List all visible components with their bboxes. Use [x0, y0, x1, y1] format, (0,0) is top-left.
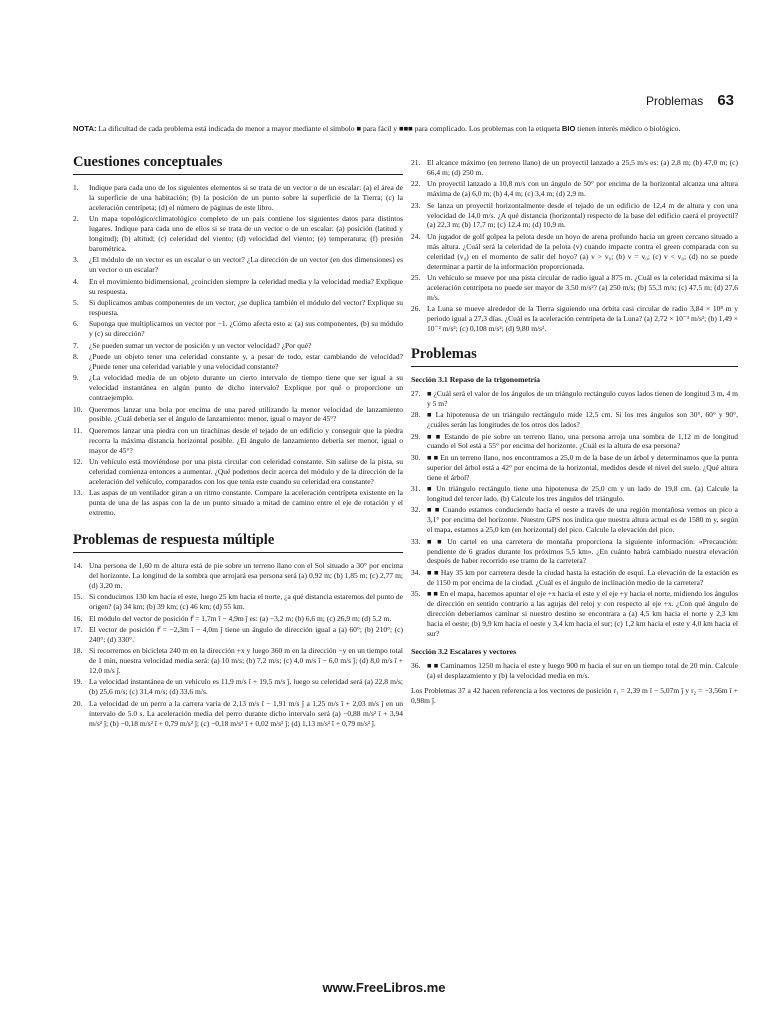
problem-text: ■ Un triángulo rectángulo tiene una hipotenusa de 25,0 cm y un lado de 19,8 cm. (a) Calcule la longitud del tercer lado. (b) Calcule los tres ángulos del triángulo.: [427, 484, 738, 503]
problem-number: 31.: [411, 484, 421, 494]
problem-item: [411, 304, 738, 334]
problem-item: [411, 453, 738, 483]
problem-text: ¿Puede un objeto tener una celeridad constante y, a pesar de todo, estar cambiando de velocidad? ¿Puede tener una celeridad variable y una velocidad constante?: [89, 352, 403, 371]
problem-item: [73, 405, 403, 425]
problem-item: [73, 699, 403, 729]
problem-item: [73, 298, 403, 318]
problem-number: 34.: [411, 567, 421, 577]
problem-number: 11.: [73, 425, 83, 435]
problem-number: 36.: [411, 660, 421, 670]
problem-text: ¿El módulo de un vector es un escalar o un vector? ¿La dirección de un vector (en dos dimensiones) es un vector o un escalar?: [89, 255, 403, 275]
running-head: Problemas: [645, 94, 704, 108]
note-text: La dificultad de cada problema está indicada de menor a mayor mediante el símbolo ■ para fácil y ■■■ para complicado. Los problemas con la etiqueta: [96, 124, 562, 133]
conceptual-questions-heading: Cuestiones conceptuales: [73, 154, 403, 175]
problem-text: ■ ■ En un terreno llano, nos encontramos a 25,0 m de la base de un árbol y determinamos que la punta superior del árbol está a 42° por encima de la horizontal, medidos desde el nivel del suelo. ¿Qué altura tiene el árbol?: [427, 452, 738, 482]
problem-item: [411, 589, 738, 639]
problem-number: 25.: [411, 272, 421, 282]
section-3-2-heading: Sección 3.2 Escalares y vectores: [411, 646, 517, 656]
bio-label: BIO: [561, 124, 576, 133]
problem-item: [411, 568, 738, 588]
difficulty-note: [73, 124, 737, 134]
problem-text: Un vehículo está moviéndose por una pista circular con celeridad constante. Sin salirse de la pista, su celeridad comienza entonces a aumentar. ¿Qué podemos decir acerca del módulo y de la dirección de la aceleración del vehículo, comparados con los que tenía este cuando su celeridad era constante?: [89, 457, 403, 486]
problem-text: En el movimiento bidimensional, ¿coinciden siempre la celeridad media y la velocidad media? Explique su respuesta.: [89, 276, 403, 296]
problem-number: 20.: [73, 698, 83, 708]
problem-item: [411, 661, 738, 681]
problem-text: La velocidad de un perro a la carrera varía de 2,13 m/s î − 1,91 m/s ĵ a 1,25 m/s î + 2,03 m/s ĵ en un intervalo de 5.0 s. La aceleración media del perro durante dicho intervalo será (a) −0,88 m/s² î + 3,94 m/s² ĵ; (b) −0,18 m/s² î + 0,79 m/s² ĵ; (c) −0,18 m/s² î + 0,02 m/s² ĵ; (d) 1,13 m/s² î + 0,79 m/s² ĵ.: [89, 698, 403, 728]
section-3-1-list: [411, 389, 738, 639]
problem-item: [73, 614, 403, 624]
problem-number: 18.: [73, 646, 83, 656]
problem-number: 3.: [73, 255, 79, 265]
problem-text: ■ ■ Estando de pie sobre un terreno llano, una persona arroja una sombra de 1,12 m de longitud cuando el Sol está a 55° por encima del horizonte. ¿Cuál es la altura de esa persona?: [427, 431, 738, 451]
problem-item: [73, 677, 403, 697]
problem-text: Un vehículo se mueve por una pista circular de radio igual a 875 m. ¿Cuál es la celeridad máxima si la aceleración centrípeta no puede ser mayor de 3,50 m/s²? (a) 250 m/s; (b) 55,3 m/s; (c) 47,5 m; (d) 27,6 m/s.: [427, 272, 738, 302]
problem-number: 14.: [73, 561, 83, 570]
problem-item: [411, 410, 738, 430]
left-column: [73, 148, 403, 730]
problem-number: 32.: [411, 505, 421, 515]
problem-text: Un proyectil lanzado a 10,8 m/s con un ángulo de 50° por encima de la horizontal alcanza una altura máxima de (a) 6,0 m; (b) 4,4 m; (c) 3,4 m; (d) 2,9 m.: [427, 179, 738, 199]
right-column: [411, 158, 738, 706]
problem-number: 9.: [73, 373, 79, 383]
problem-number: 16.: [73, 613, 83, 623]
problem-text: Si conducimos 130 km hacia el este, luego 25 km hacia el norte, ¿a qué distancia estaremos del punto de origen? (a) 34 km; (b) 39 km; (c) 46 km; (d) 55 km.: [89, 592, 403, 612]
problem-text: Indique para cada uno de los siguientes elementos si se trata de un vector o de un escalar: (a) el área de la superficie de una habitación; (b) la posición de un punto sobre la superficie de la Tierra; (c) la aceleración centrípeta; (d) el número de páginas de este libro.: [89, 183, 403, 212]
problem-item: [411, 179, 738, 199]
problem-number: 35.: [411, 589, 421, 599]
multiple-choice-list: [73, 561, 403, 729]
problem-item: [411, 505, 738, 535]
problem-text: ■ ■ Hay 35 km por carretera desde la ciudad hasta la estación de esquí. La elevación de la estación es de 1150 m por encima de la ciudad. ¿Cuál es el ángulo de inclinación medio de la carretera?: [427, 567, 738, 587]
problems-37-42-intro: Los Problemas 37 a 42 hacen referencia a los vectores de posición r₁ = 2,39 m î − 5,07m ĵ y r₂ = −3,56m î + 0,98m ĵ.: [411, 686, 738, 706]
problem-item: [73, 373, 403, 403]
problem-item: [73, 457, 403, 487]
problem-item: [411, 484, 738, 504]
problem-number: 5.: [73, 297, 79, 307]
problem-text: Un jugador de golf golpea la pelota desde un hoyo de arena profundo hacia un green cercano situado a más altura. ¿Cuál será la celeridad de la pelota (v) cuando impacte contra el green comparada con su celeridad (v₀) en el momento de salir del hoyo? (a) v > v₀; (b) v = v₀; (c) v < v₀; (d) no se puede determinar a partir de la información proporcionada.: [427, 231, 738, 271]
problem-number: 22.: [411, 179, 421, 189]
problem-text: El módulo del vector de posición r⃗ = 1,7m î − 4,9m ĵ es: (a) −3,2 m; (b) 6,6 m; (c) 26,9 m; (d) 5,2 m.: [89, 613, 392, 623]
problem-text: Queremos lanzar una piedra con un tirachinas desde el tejado de un edificio y conseguir que la piedra recorra la máxima distancia horizontal posible. ¿El ángulo de lanzamiento debería ser menor, igual o mayor de 45°?: [89, 425, 403, 455]
problem-item: [411, 232, 738, 272]
note-tail: tienen interés médico o biológico.: [575, 124, 681, 133]
page-header: [646, 92, 734, 109]
problem-text: ■ ■ En el mapa, hacemos apuntar el eje +x hacia el este y el eje +y hacia el norte, midiendo los ángulos de dirección en sentido contrario a las agujas del reloj y con respecto al eje +x. ¿Con qué ángulo de dirección deberíamos caminar si nuestro destino se encontrara a (a) 4,5 km hacia el norte y 2,3 km hacia el oeste; (b) 9,9 km hacia el oeste y 3,4 km hacia el sur; (c) 1,2 km hacia el este y 4,0 km hacia el sur?: [427, 589, 738, 638]
conceptual-questions-list: [73, 183, 403, 518]
problem-item: [411, 158, 738, 178]
multiple-choice-list-continued: [411, 158, 738, 334]
problem-text: Se lanza un proyectil horizontalmente desde el tejado de un edificio de 12,4 m de altura y con una velocidad de 14,0 m/s. ¿A qué distancia (horizontal) respecto de la base del edificio caerá el proyectil? (a) 22,3 m; (b) 17,7 m; (c) 12,4 m; (d) 10,9 m.: [427, 200, 738, 230]
note-label: NOTA:: [73, 124, 97, 133]
problem-item: [73, 183, 403, 213]
problem-item: [73, 592, 403, 612]
problem-text: Si recorremos en bicicleta 240 m en la dirección +x y luego 360 m en la dirección −y en un tiempo total de 1 min, nuestra velocidad media será: (a) 10 m/s; (b) 7,2 m/s; (c) 4,0 m/s î − 6,0 m/s ĵ; (d) 8,0 m/s î + 12,0 m/s ĵ.: [89, 646, 403, 676]
problem-number: 10.: [73, 404, 83, 414]
problem-text: ■ ■ Cuando estamos conduciendo hacia el oeste a través de una región montañosa vemos un pico a 3,1° por encima del horizonte. Nuestro GPS nos indica que nuestra altura actual es de 1580 m y, según el mapa, estamos a 25,0 km (en horizontal) del pico. Calcule la elevación del pico.: [427, 505, 738, 535]
problem-number: 19.: [73, 677, 83, 687]
footer-url: www.FreeLibros.me: [322, 980, 446, 995]
problem-text: Suponga que multiplicamos un vector por −1. ¿Cómo afecta esto a: (a) sus componentes, (b) su módulo y (c) su dirección?: [89, 319, 403, 339]
problem-item: [73, 319, 403, 339]
problem-number: 1.: [73, 183, 79, 192]
section-3-2-list: [411, 661, 738, 681]
problem-text: La Luna se mueve alrededor de la Tierra siguiendo una órbita casi circular de radio 3,84 × 10⁸ m y periodo igual a 27,3 días. ¿Cuál es la aceleración centrípeta de la Luna? (a) 2,72 × 10⁻³ m/s²; (b) 1,49 × 10⁻² m/s²; (c) 0,108 m/s²; (d) 9,80 m/s².: [427, 304, 738, 333]
problem-item: [73, 277, 403, 297]
problem-number: 33.: [411, 536, 421, 546]
problem-item: [411, 201, 738, 231]
problem-text: Las aspas de un ventilador giran a un ritmo constante. Compare la aceleración centrípeta existente en la punta de una de las aspas con la de un punto situado a mitad de camino entre el eje de rotación y el extremo.: [89, 488, 403, 518]
problem-number: 15.: [73, 592, 83, 602]
problem-number: 23.: [411, 200, 421, 210]
problem-text: ■ La hipotenusa de un triángulo rectángulo mide 12,5 cm. Si los tres ángulos son 30°, 60° y 90°, ¿cuáles serán las longitudes de los otros dos lados?: [427, 410, 738, 430]
problem-text: Un mapa topológico/climatológico completo de un país contiene los siguientes datos para distintos lugares. Indique para cada uno de ellos si se trata de un vector o de un escalar: (a) posición (latitud y longitud); (b) altitud; (c) celeridad del viento; (d) velocidad del viento; (e) temperatura; (f) presión barométrica.: [89, 214, 403, 253]
problem-text: Queremos lanzar una bola por encima de una pared utilizando la menor velocidad de lanzamiento posible. ¿Cuál debería ser el ángulo de lanzamiento: menor, igual o mayor de 45°?: [89, 404, 403, 424]
problem-number: 12.: [73, 457, 83, 467]
problem-text: ■ ■ Caminamos 1250 m hacia el este y luego 900 m hacia el sur en un tiempo total de 20 min. Calcule (a) el desplazamiento y (b) la velocidad media en m/s.: [427, 660, 738, 680]
problem-item: [73, 352, 403, 372]
problem-text: ¿La velocidad media de un objeto durante un cierto intervalo de tiempo tiene que ser igual a su velocidad instantánea en algún punto de dicho intervalo? Explique por qué o proporcione un contraejemplo.: [89, 373, 403, 403]
problem-number: 2.: [73, 214, 79, 224]
problem-item: [73, 625, 403, 645]
problem-text: ■ ¿Cuál será el valor de los ángulos de un triángulo rectángulo cuyos lados tienen de longitud 3 m, 4 m y 5 m?: [427, 388, 738, 408]
problem-item: [411, 432, 738, 452]
problem-text: El vector de posición r⃗ = −2,3m î − 4,0m ĵ tiene un ángulo de dirección igual a (a) 60°; (b) 210°; (c) 240°; (d) 330°.: [89, 624, 403, 644]
problem-number: 8.: [73, 352, 79, 361]
problem-text: ■ ■ Un cartel en una carretera de montaña proporciona la siguiente información: «Precaución: pendiente de 6 grados durante los próximos 5,5 km». ¿En cuánto habrá cambiado nuestra elevación después de haber recorrido ese tramo de la carretera?: [427, 536, 738, 566]
problem-number: 21.: [411, 158, 421, 167]
problem-item: [73, 214, 403, 254]
problem-item: [73, 426, 403, 456]
section-3-1-heading: Sección 3.1 Repaso de la trigonometría: [411, 374, 541, 384]
problem-number: 24.: [411, 231, 421, 241]
problem-number: 13.: [73, 488, 83, 498]
problem-item: [411, 273, 738, 303]
problem-number: 30.: [411, 452, 421, 462]
problem-number: 17.: [73, 624, 83, 634]
problem-item: [411, 389, 738, 409]
problem-text: Una persona de 1,60 m de altura está de pie sobre un terreno llano con el Sol situado a 30° por encima del horizonte. La longitud de la sombra que arrojará esa persona será (a) 0,92 m; (b) 1,85 m; (c) 2,77 m; (d) 3,20 m.: [89, 561, 403, 590]
problem-item: [73, 488, 403, 518]
problem-item: [73, 255, 403, 275]
multiple-choice-heading: Problemas de respuesta múltiple: [73, 532, 403, 553]
problem-number: 29.: [411, 431, 421, 441]
problem-number: 4.: [73, 276, 79, 286]
problem-item: [73, 561, 403, 591]
problem-item: [411, 537, 738, 567]
problem-number: 28.: [411, 410, 421, 420]
problem-number: 27.: [411, 388, 421, 398]
problem-number: 7.: [73, 340, 79, 350]
problems-heading: Problemas: [411, 346, 738, 367]
problem-text: El alcance máximo (en terreno llano) de un proyectil lanzado a 25,5 m/s es: (a) 2,8 m; (b) 47,0 m; (c) 66,4 m; (d) 250 m.: [427, 158, 738, 177]
problem-text: La velocidad instantánea de un vehículo es 11,9 m/s î + 19,5 m/s ĵ, luego su celeridad será (a) 22,8 m/s; (b) 25,6 m/s; (c) 31,4 m/s; (d) 33,6 m/s.: [89, 677, 403, 697]
problem-number: 26.: [411, 304, 421, 314]
page-number: 63: [717, 92, 734, 109]
problem-number: 6.: [73, 319, 79, 329]
problem-text: Si duplicamos ambas componentes de un vector, ¿se duplica también el módulo del vector? Explique su respuesta.: [89, 297, 403, 317]
problem-text: ¿Se pueden sumar un vector de posición y un vector velocidad? ¿Por qué?: [89, 340, 312, 350]
problem-item: [73, 646, 403, 676]
problem-item: [73, 341, 403, 351]
